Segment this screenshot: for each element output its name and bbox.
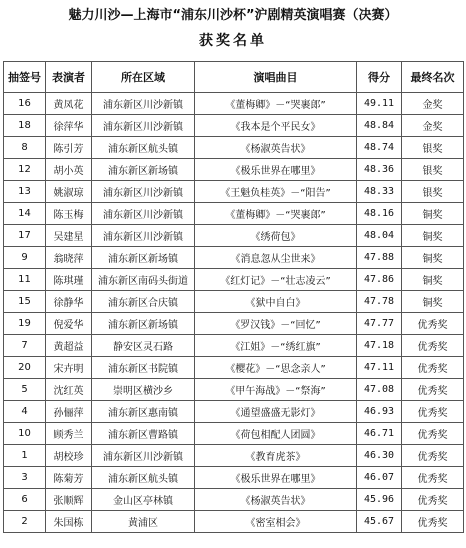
rank-cell: 优秀奖 [402,489,464,511]
region-cell: 崇明区横沙乡 [92,379,195,401]
rank-cell: 优秀奖 [402,423,464,445]
lot-number-cell: 11 [4,269,46,291]
score-cell: 46.30 [357,445,402,467]
score-cell: 48.36 [357,159,402,181]
performer-cell: 陈琪瑾 [46,269,92,291]
header-piece: 演唱曲目 [195,62,357,93]
region-cell: 浦东新区新场镇 [92,159,195,181]
header-lot-number: 抽签号 [4,62,46,93]
rank-cell: 铜奖 [402,247,464,269]
region-cell: 浦东新区书院镇 [92,357,195,379]
performer-cell: 吴建星 [46,225,92,247]
region-cell: 浦东新区川沙新镇 [92,225,195,247]
performer-cell: 顾秀兰 [46,423,92,445]
performer-cell: 徐静华 [46,291,92,313]
score-cell: 48.04 [357,225,402,247]
header-performer: 表演者 [46,62,92,93]
performer-cell: 翁晓萍 [46,247,92,269]
lot-number-cell: 5 [4,379,46,401]
piece-cell: 《樱花》－“思念亲人” [195,357,357,379]
lot-number-cell: 19 [4,313,46,335]
piece-cell: 《罗汉钱》－“回忆” [195,313,357,335]
rank-cell: 优秀奖 [402,379,464,401]
page-title: 魅力川沙—上海市“浦东川沙杯”沪剧精英演唱赛（决赛） [68,8,398,23]
performer-cell: 胡小英 [46,159,92,181]
region-cell: 浦东新区航头镇 [92,467,195,489]
lot-number-cell: 14 [4,203,46,225]
score-cell: 46.71 [357,423,402,445]
lot-number-cell: 17 [4,225,46,247]
table-row [4,137,464,159]
lot-number-cell: 6 [4,489,46,511]
region-cell: 黄浦区 [92,511,195,533]
lot-number-cell: 15 [4,291,46,313]
rank-cell: 优秀奖 [402,357,464,379]
results-table [3,61,464,533]
table-row [4,115,464,137]
table-body [4,93,464,533]
rank-cell: 优秀奖 [402,401,464,423]
region-cell: 浦东新区惠南镇 [92,401,195,423]
lot-number-cell: 9 [4,247,46,269]
rank-cell: 优秀奖 [402,313,464,335]
region-cell: 浦东新区航头镇 [92,137,195,159]
piece-cell: 《荷包相配人团圆》 [195,423,357,445]
rank-cell: 铜奖 [402,291,464,313]
score-cell: 46.93 [357,401,402,423]
score-cell: 48.84 [357,115,402,137]
table-row [4,379,464,401]
lot-number-cell: 4 [4,401,46,423]
piece-cell: 《红灯记》－“壮志凌云” [195,269,357,291]
header-rank: 最终名次 [402,62,464,93]
score-cell: 47.86 [357,269,402,291]
table-row [4,445,464,467]
rank-cell: 银奖 [402,159,464,181]
performer-cell: 陈菊芳 [46,467,92,489]
score-cell: 47.08 [357,379,402,401]
performer-cell: 姚淑琼 [46,181,92,203]
performer-cell: 张顺辉 [46,489,92,511]
piece-cell: 《江姐》－“绣红旗” [195,335,357,357]
table-row [4,247,464,269]
table-row [4,489,464,511]
table-row [4,93,464,115]
rank-cell: 铜奖 [402,203,464,225]
table-row [4,203,464,225]
lot-number-cell: 7 [4,335,46,357]
piece-cell: 《董梅卿》－“哭裹郎” [195,203,357,225]
region-cell: 浦东新区川沙新镇 [92,181,195,203]
piece-cell: 《甲午海战》－“祭海” [195,379,357,401]
piece-cell: 《王魁负桂英》－“阳告” [195,181,357,203]
lot-number-cell: 8 [4,137,46,159]
table-row [4,159,464,181]
lot-number-cell: 3 [4,467,46,489]
region-cell: 浦东新区川沙新镇 [92,93,195,115]
lot-number-cell: 20 [4,357,46,379]
region-cell: 浦东新区新场镇 [92,247,195,269]
piece-cell: 《极乐世界在哪里》 [195,467,357,489]
performer-cell: 黄超益 [46,335,92,357]
table-row [4,401,464,423]
piece-cell: 《教育虎茶》 [195,445,357,467]
table-row [4,335,464,357]
performer-cell: 徐萍华 [46,115,92,137]
table-row [4,181,464,203]
table-row [4,423,464,445]
score-cell: 47.78 [357,291,402,313]
region-cell: 浦东新区曹路镇 [92,423,195,445]
performer-cell: 陈玉梅 [46,203,92,225]
rank-cell: 银奖 [402,137,464,159]
score-cell: 49.11 [357,93,402,115]
rank-cell: 优秀奖 [402,335,464,357]
rank-cell: 金奖 [402,115,464,137]
lot-number-cell: 12 [4,159,46,181]
region-cell: 浦东新区川沙新镇 [92,203,195,225]
region-cell: 静安区灵石路 [92,335,195,357]
header-score: 得分 [357,62,402,93]
score-cell: 48.33 [357,181,402,203]
rank-cell: 优秀奖 [402,445,464,467]
lot-number-cell: 10 [4,423,46,445]
score-cell: 45.96 [357,489,402,511]
piece-cell: 《消息忽从尘世来》 [195,247,357,269]
rank-cell: 优秀奖 [402,467,464,489]
performer-cell: 胡校珍 [46,445,92,467]
region-cell: 浦东新区新场镇 [92,313,195,335]
score-cell: 48.16 [357,203,402,225]
table-row [4,511,464,533]
performer-cell: 宋卉明 [46,357,92,379]
piece-cell: 《狱中自白》 [195,291,357,313]
rank-cell: 金奖 [402,93,464,115]
page-subtitle: 获奖名单 [199,33,267,49]
score-cell: 48.74 [357,137,402,159]
piece-cell: 《密室相会》 [195,511,357,533]
performer-cell: 黄凤花 [46,93,92,115]
performer-cell: 朱国栋 [46,511,92,533]
lot-number-cell: 2 [4,511,46,533]
region-cell: 金山区亭林镇 [92,489,195,511]
region-cell: 浦东新区川沙新镇 [92,115,195,137]
region-cell: 浦东新区南码头街道 [92,269,195,291]
piece-cell: 《通望盛盛无影灯》 [195,401,357,423]
performer-cell: 孙俪萍 [46,401,92,423]
header-region: 所在区域 [92,62,195,93]
piece-cell: 《杨淑英告状》 [195,137,357,159]
table-row [4,467,464,489]
piece-cell: 《董梅卿》－“哭裹郎” [195,93,357,115]
table-header-row [4,62,464,93]
region-cell: 浦东新区川沙新镇 [92,445,195,467]
table-row [4,357,464,379]
score-cell: 47.88 [357,247,402,269]
table-row [4,291,464,313]
rank-cell: 铜奖 [402,225,464,247]
rank-cell: 优秀奖 [402,511,464,533]
table-row [4,269,464,291]
performer-cell: 陈引芳 [46,137,92,159]
piece-cell: 《极乐世界在哪里》 [195,159,357,181]
performer-cell: 倪爱华 [46,313,92,335]
piece-cell: 《杨淑英告状》 [195,489,357,511]
rank-cell: 铜奖 [402,269,464,291]
score-cell: 47.18 [357,335,402,357]
lot-number-cell: 13 [4,181,46,203]
lot-number-cell: 1 [4,445,46,467]
piece-cell: 《我本是个平民女》 [195,115,357,137]
table-row [4,225,464,247]
lot-number-cell: 18 [4,115,46,137]
rank-cell: 银奖 [402,181,464,203]
score-cell: 46.07 [357,467,402,489]
score-cell: 47.77 [357,313,402,335]
piece-cell: 《绣荷包》 [195,225,357,247]
score-cell: 45.67 [357,511,402,533]
region-cell: 浦东新区合庆镇 [92,291,195,313]
table-row [4,313,464,335]
score-cell: 47.11 [357,357,402,379]
performer-cell: 沈红英 [46,379,92,401]
lot-number-cell: 16 [4,93,46,115]
